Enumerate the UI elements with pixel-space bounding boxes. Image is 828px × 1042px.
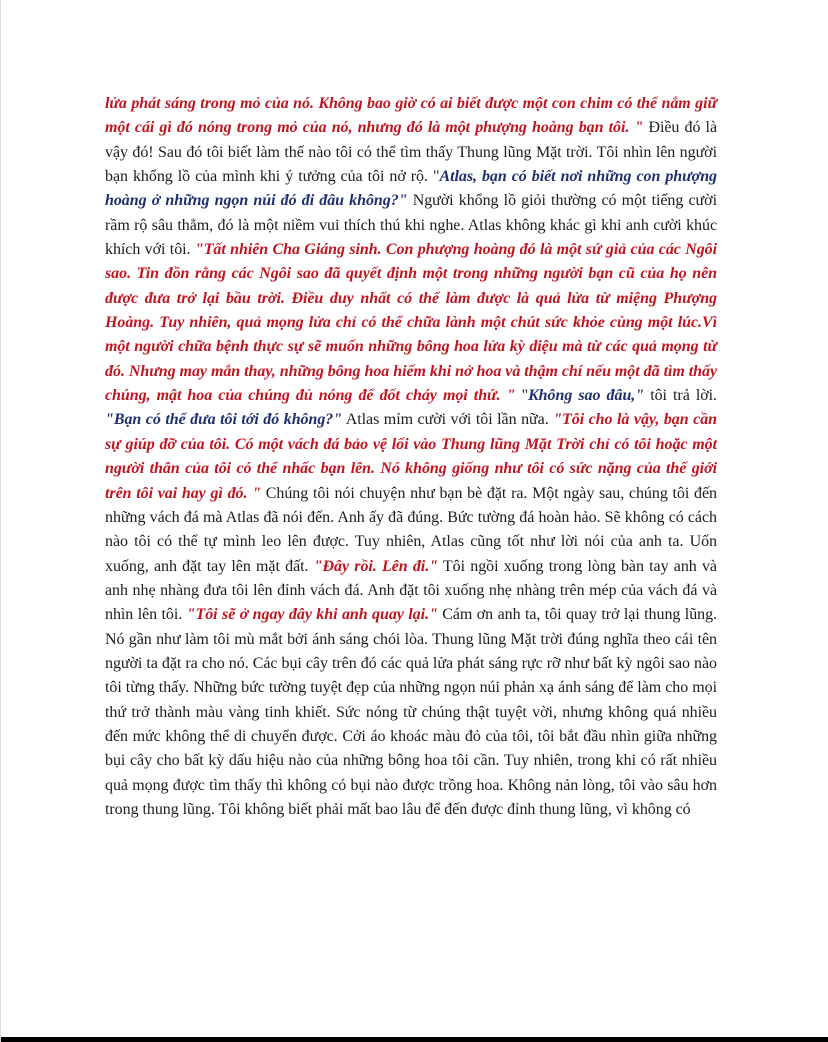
dialogue-red: "Tất nhiên Cha Giáng sinh. Con phượng hoàng đó là một sứ giả của các Ngôi sao. Tin đồn rằng các Ngôi sao đã quyết định một trong những người bạn cũ của họ nên được đưa trở lại bầu trời. Điều duy nhất có thể làm được là quả lửa từ miệng Phượng Hoàng. Tuy nhiên, quả mọng lửa chỉ có thể chữa lành một chút sức khỏe cùng một lúc.Vì một người chữa bệnh thực sự sẽ muốn những bông hoa lửa kỳ diệu mà từ các quả mọng từ đó. Nhưng may mắn thay, những bông hoa hiếm khi nở hoa và thậm chí nếu một đã tìm thấy chúng, mật hoa của chúng đủ nóng để đốt cháy mọi thứ. " [105,241,717,405]
narration-text: Cám ơn anh ta, tôi quay trở lại thung lũng. Nó gần như làm tôi mù mắt bởi ánh sáng chói lòa. Thung lũng Mặt trời đúng nghĩa theo cái tên người ta đặt ra cho nó. Các bụi cây trên đó các quả lửa phát sáng rực rỡ như bất kỳ ngôi sao nào tôi từng thấy. Những bức tường tuyệt đẹp của những ngọn núi phản xạ ánh sáng để làm cho mọi thứ trở thành màu vàng tinh khiết. Sức nóng từ chúng thật tuyệt vời, nhưng không quá nhiều đến mức không thể di chuyển được. Cởi áo khoác màu đỏ của tôi, tôi bắt đầu nhìn giữa những bụi cây cho bất kỳ dấu hiệu nào của những bông hoa tôi cần. Tuy nhiên, trong khi có rất nhiều quả mọng được tìm thấy thì không có bụi nào được trồng hoa. Không nản lòng, tôi vào sâu hơn trong thung lũng. Tôi không biết phải mất bao lâu để đến được đỉnh thung lũng, vì không có [105,606,717,818]
dialogue-red: lửa phát sáng trong mỏ của nó. Không bao giờ có ai biết được một con chim có thể nắm giữ một cái gì đó nóng trong mỏ của nó, nhưng đó là một phượng hoàng bạn tôi. " [105,95,717,137]
story-text [105,92,717,822]
story-paragraph [105,92,717,822]
dialogue-blue: "Bạn có thể đưa tôi tới đó không?" [105,411,343,429]
narration-text: Điều đó là vậy đó! Sau đó tôi biết làm thế nào tôi có thể tìm thấy Thung lũng Mặt trời. Tôi nhìn lên người bạn khổng lồ của mình khi ý tưởng của tôi nở rộ. " [105,119,717,186]
dialogue-red: "Tôi sẽ ở ngay đây khi anh quay lại." [186,606,438,624]
narration-text: Chúng tôi nói chuyện như bạn bè đặt ra. Một ngày sau, chúng tôi đến những vách đá mà Atlas đã nói đến. Anh ấy đã đúng. Bức tường đá hoàn hảo. Sẽ không có cách nào tôi có thể tự mình leo lên được. Tuy nhiên, Atlas cũng tốt như lời nói của anh ta. Uốn xuống, anh đặt tay lên mặt đất. [105,484,717,575]
bottom-border [1,1037,828,1042]
narration-text: tôi trả lời. [644,387,718,405]
dialogue-red: "Tôi cho là vậy, bạn cần sự giúp đỡ của tôi. Có một vách đá bảo vệ lối vào Thung lũng Mặt Trời chỉ có tôi hoặc một người thân của tôi có thể nhấc bạn lên. Nó không giống như tôi có sức nặng của thế giới trên tôi vai hay gì đó. " [105,411,717,502]
narration-text: Tôi ngồi xuống trong lòng bàn tay anh và anh nhẹ nhàng đưa tôi lên đỉnh vách đá. Anh đặt tôi xuống nhẹ nhàng trên mép của vách đá và nhìn lên tôi. [105,557,717,624]
dialogue-blue: Không sao đâu," [528,387,645,405]
dialogue-blue: Atlas, bạn có biết nơi những con phượng hoàng ở những ngọn núi đó đi đâu không?" [105,168,717,210]
narration-text: Người khổng lồ giỏi thường có một tiếng cười rầm rộ sâu thẳm, đó là một niềm vui thích thú khi nghe. Atlas không khác gì khi anh cười khúc khích với tôi. [105,192,717,259]
narration-text: Atlas mỉm cười với tôi lần nữa. [342,411,554,429]
dialogue-red: "Đây rồi. Lên đi." [313,557,438,575]
narration-text: " [515,387,529,405]
